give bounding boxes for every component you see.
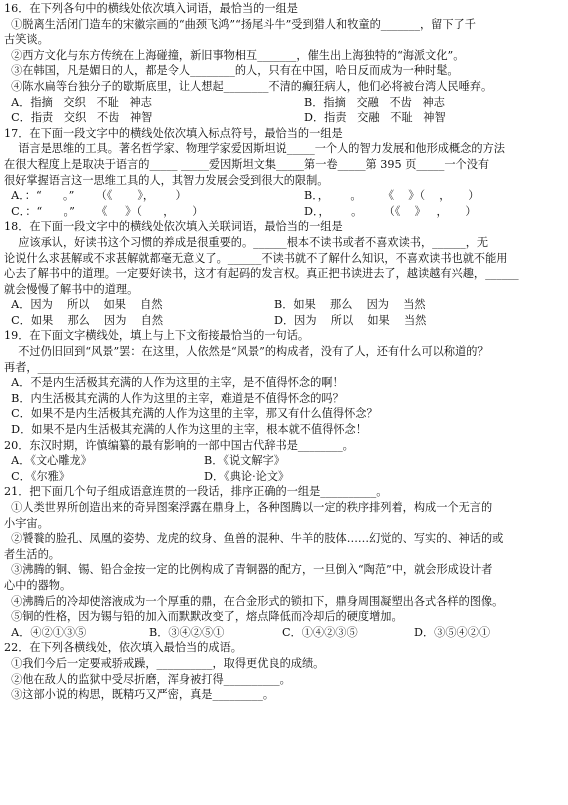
- option-b: B．《说文解字》: [204, 454, 285, 468]
- question-text-line: ③在韩国，凡是媚日的人，都是令人________的人，只有在中国，哈日反而成为一种时髦。: [4, 64, 459, 78]
- question-stem: 17．在下面一段文字中的横线处依次填入标点符号，最恰当的一组是: [4, 126, 343, 140]
- option-b: B．如果 那么 因为 当然: [274, 298, 426, 312]
- question-text-line: ①人类世界所创造出来的奇异图案浮露在鼎身上，各种图腾以一定的秩序排列着，构成一个无言的: [4, 501, 493, 514]
- question-20: [4, 438, 564, 485]
- question-stem: 18．在下面一段文字中的横线处依次填入关联词语，最恰当的一组是: [4, 220, 343, 234]
- option-c: C．如果 那么 因为 自然: [4, 313, 164, 327]
- question-18: [4, 219, 564, 328]
- question-19: [4, 328, 564, 437]
- question-text-line: 论说什么求甚解或不求甚解就都毫无意义了。______不读书就不了解什么知识，不喜欢读书也就不能用: [4, 251, 508, 265]
- question-text-line: ③这部小说的构思，既精巧又严密，真是_________。: [4, 688, 275, 702]
- question-stem: 19．在下面文字横线处，填上与上下文衔接最恰当的一句话。: [4, 329, 310, 343]
- option-b: B．内生活极其充满的人作为这里的主宰，难道是不值得怀念的吗？: [4, 391, 344, 405]
- question-text-line: ④陈水扁等台独分子的歇斯底里，让人想起________不清的癫狂病人，他们必将被台湾人民唾弃。: [4, 79, 493, 93]
- option-c: C．如果不是内生活极其充满的人作为这里的主宰，那又有什么值得怀念？: [4, 407, 378, 421]
- question-text-line: 再者，_____________________________: [4, 360, 200, 374]
- question-21: [4, 484, 564, 640]
- question-stem: 22．在下列各横线处，依次填入最恰当的成语。: [4, 641, 242, 655]
- question-text-line: ②他在敌人的监狱中受尽折磨，浑身被打得__________。: [4, 672, 291, 686]
- question-text-line: ②饕餮的脸孔、凤凰的姿势、龙虎的纹身、鱼兽的混种、牛羊的肢体……幻觉的、写实的、神话的或: [4, 532, 504, 546]
- question-text-line: 心去了解书中的道理。一定要好读书，这才有起码的发言权。真正把书读进去了，越读越有兴趣，______: [4, 267, 519, 281]
- question-text-line: 在很大程度上是取决于语言的_____ _____爱因斯坦文集_____第一卷_____第 395 页_____一个没有: [4, 157, 490, 171]
- question-text-line: ③沸腾的铜、锡、铅合金按一定的比例构成了青铜器的配方，一旦倒入“陶范”中，就会形成设计者: [4, 563, 493, 577]
- question-22: [4, 640, 564, 702]
- option-b: B．③④②⑤①: [149, 625, 225, 639]
- question-text-line: ④沸腾后的冷却使溶液成为一个厚重的鼎，在合金形式的锁扣下，鼎身周围凝塑出各式各样的图像。: [4, 594, 504, 608]
- option-d: D．《典论·论文》: [204, 469, 290, 483]
- option-c: C．①④②③⑤: [282, 625, 358, 639]
- question-text-line: 古笑谈。: [4, 33, 49, 47]
- option-d: D．， 。 （《 》 ， ）: [304, 204, 477, 218]
- question-text-line: 应该承认，好读书这个习惯的养成是很重要的。______根本不读书或者不喜欢读书，______，无: [4, 235, 489, 249]
- option-c: C．：“ 。” 《 》（ ， ）: [4, 204, 204, 218]
- option-b: B．， 。 《 》（ ， ）: [304, 189, 480, 203]
- option-c: C．指责 交织 不齿 神智: [4, 111, 153, 125]
- option-a: A．：“ 。” （《 》， ）: [4, 189, 187, 203]
- question-text-line: 不过仍旧回到“风景”罢：在这里，人依然是“风景”的构成者，没有了人，还有什么可以称道的？: [4, 345, 489, 359]
- question-text-line: 就会慢慢了解书中的道理。: [4, 282, 139, 296]
- question-text-line: 心中的器物。: [4, 578, 72, 592]
- option-a: A．④②①③⑤: [4, 625, 87, 639]
- question-stem: 20．东汉时期，许慎编纂的最有影响的一部中国古代辞书是________。: [4, 438, 354, 452]
- option-a: A．指摘 交织 不耻 神志: [4, 95, 152, 109]
- question-text-line: 者生活的。: [4, 547, 60, 561]
- option-c: C．《尔雅》: [4, 469, 71, 483]
- question-text-line: ⑤铜的性格，因为锡与铅的加入而默默改变了，熔点降低而冷却后的硬度增加。: [4, 610, 403, 624]
- question-17: [4, 126, 564, 220]
- question-stem: 16．在下列各句中的横线处依次填入词语，最恰当的一组是: [4, 2, 298, 15]
- question-text-line: ①脱离生活闭门造车的宋徽宗画的“曲颈飞鸿”“扬尾斗牛”受到猎人和牧童的_______，留下了千: [4, 17, 476, 31]
- option-d: D．如果不是内生活极其充满的人作为这里的主宰，根本就不值得怀念！: [4, 423, 367, 437]
- question-text-line: ①我们今后一定要戒骄戒躁，__________，取得更优良的成绩。: [4, 656, 325, 670]
- question-16: [4, 1, 564, 126]
- question-text-line: 语言是思维的工具。著名哲学家、物理学家爱因斯坦说_____一个人的智力发展和他形成概念的方法: [4, 142, 505, 156]
- option-b: B．指摘 交融 不齿 神志: [304, 95, 445, 109]
- option-d: D．因为 所以 如果 当然: [274, 313, 427, 327]
- exam-page: [4, 1, 564, 703]
- option-a: A．不是内生活极其充满的人作为这里的主宰，是不值得怀念的啊！: [4, 376, 344, 390]
- question-text-line: 很好掌握语言这一思维工具的人，其智力发展会受到很大的限制。: [4, 173, 329, 187]
- option-d: D．指责 交融 不耻 神智: [304, 111, 446, 125]
- option-a: A．因为 所以 如果 自然: [4, 298, 163, 312]
- option-d: D．③⑤④②①: [414, 625, 491, 639]
- question-text-line: ②西方文化与东方传统在上海碰撞，新旧事物相互_______，催生出上海独特的“海派文化”。: [4, 48, 465, 62]
- question-text-line: 小宇宙。: [4, 516, 49, 530]
- option-a: A．《文心雕龙》: [4, 454, 92, 468]
- question-stem: 21．把下面几个句子组成语意连贯的一段话，排序正确的一组是__________。: [4, 485, 388, 499]
